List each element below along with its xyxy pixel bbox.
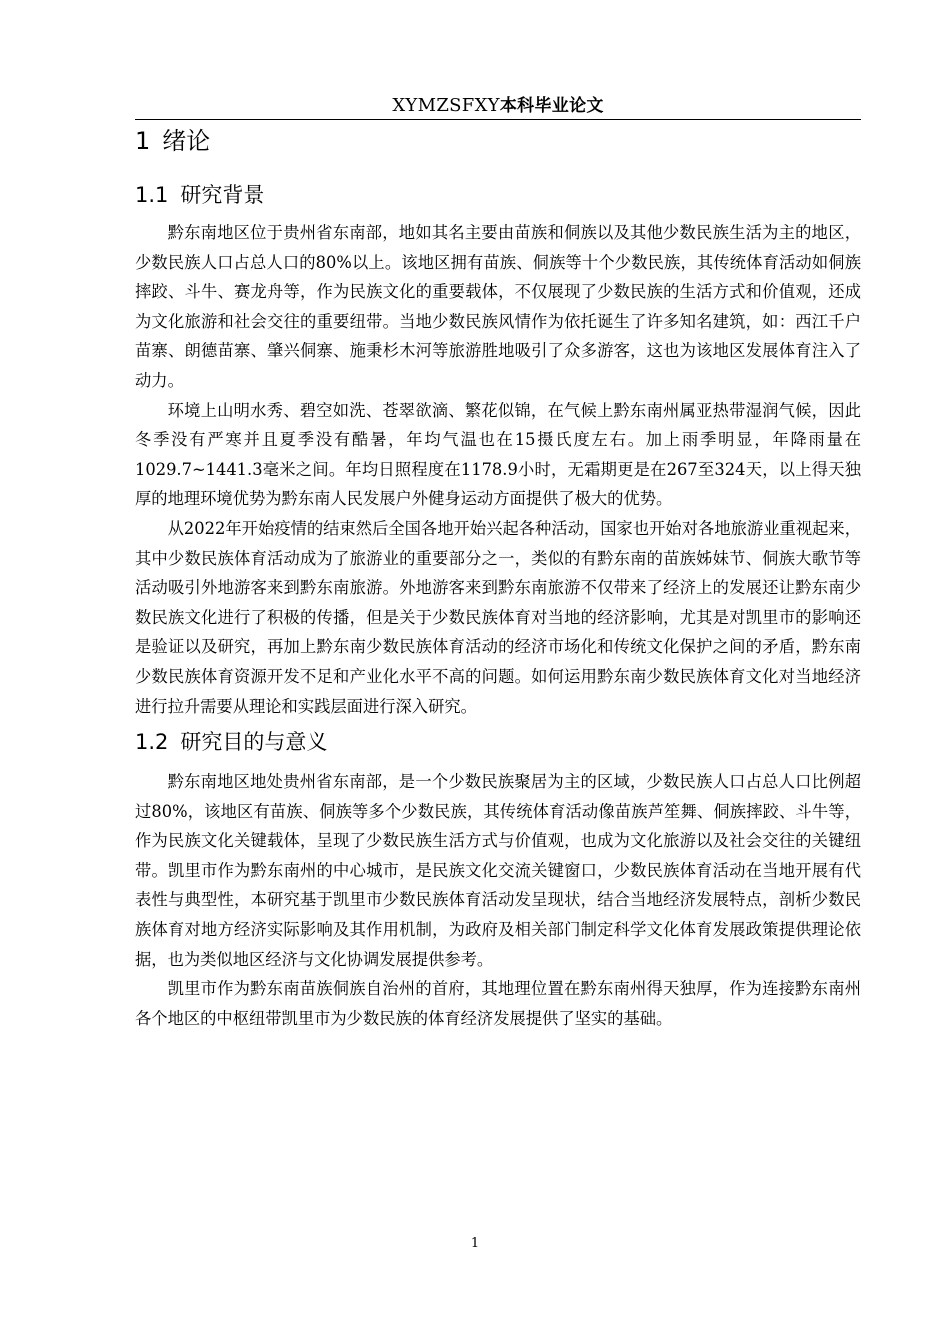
chapter-heading xyxy=(135,120,861,162)
paragraph: 黔东南地区地处贵州省东南部，是一个少数民族聚居为主的区域，少数民族人口占总人口比例超过80%，该地区有苗族、侗族等多个少数民族，其传统体育活动像苗族芦笙舞、侗族摔跤、斗牛等，作为民族文化关键载体，呈现了少数民族生活方式与价值观，也成为文化旅游以及社会交往的关键纽带。凯里市作为黔东南州的中心城市，是民族文化交流关键窗口，少数民族体育活动在当地开展有代表性与典型性，本研究基于凯里市少数民族体育活动发呈现状，结合当地经济发展特点，剖析少数民族体育对地方经济实际影响及其作用机制，为政府及相关部门制定科学文化体育发展政策提供理论依据，也为类似地区经济与文化协调发展提供参考。 xyxy=(135,772,861,969)
paragraph: 凯里市作为黔东南苗族侗族自治州的首府，其地理位置在黔东南州得天独厚，作为连接黔东南州各个地区的中枢纽带凯里市为少数民族的体育经济发展提供了坚实的基础。 xyxy=(135,979,861,1028)
section-number: 1.1 xyxy=(135,183,169,207)
chapter-title: 绪论 xyxy=(162,127,211,155)
paragraph: 从2022年开始疫情的结束然后全国各地开始兴起各种活动，国家也开始对各地旅游业重视起来，其中少数民族体育活动成为了旅游业的重要部分之一，类似的有黔东南的苗族姊妹节、侗族大歌节等活动吸引外地游客来到黔东南旅游。外地游客来到黔东南旅游不仅带来了经济上的发展还让黔东南少数民族文化进行了积极的传播，但是关于少数民族体育对当地的经济影响，尤其是对凯里市的影响还是验证以及研究，再加上黔东南少数民族体育活动的经济市场化和传统文化保护之间的矛盾，黔东南少数民族体育资源开发不足和产业化水平不高的问题。如何运用黔东南少数民族体育文化对当地经济进行拉升需要从理论和实践层面进行深入研究。 xyxy=(135,518,861,716)
section-number: 1.2 xyxy=(135,730,169,755)
paragraph: 环境上山明水秀、碧空如洗、苍翠欲滴、繁花似锦，在气候上黔东南州属亚热带湿润气候，因此冬季没有严寒并且夏季没有酷暑，年均气温也在15摄氏度左右。加上雨季明显，年降雨量在1029.7~1441.3毫米之间。年均日照程度在1178.9小时，无霜期更是在267至324天，以上得天独厚的地理环境优势为黔东南人民发展户外健身运动方面提供了极大的优势。 xyxy=(135,400,861,509)
section-heading-background xyxy=(135,180,861,210)
document-body xyxy=(135,120,861,1033)
chapter-number: 1 xyxy=(135,127,151,155)
running-header xyxy=(135,94,861,118)
section-heading-purpose xyxy=(135,727,861,757)
header-school-code: XYMZSFXY xyxy=(392,95,500,116)
section-title: 研究目的与意义 xyxy=(180,730,328,755)
section-body-purpose xyxy=(135,767,861,1033)
header-thesis-label: 本科毕业论文 xyxy=(499,96,604,116)
section-body-background xyxy=(135,218,861,721)
section-title: 研究背景 xyxy=(180,183,265,207)
page-number: 1 xyxy=(470,1236,480,1251)
paragraph: 黔东南地区位于贵州省东南部，地如其名主要由苗族和侗族以及其他少数民族生活为主的地区，少数民族人口占总人口的80%以上。该地区拥有苗族、侗族等十个少数民族，其传统体育活动如侗族摔跤、斗牛、赛龙舟等，作为民族文化的重要载体，不仅展现了少数民族的生活方式和价值观，还成为文化旅游和社会交往的重要纽带。当地少数民族风情作为依托诞生了许多知名建筑，如：西江千户苗寨、朗德苗寨、肇兴侗寨、施秉杉木河等旅游胜地吸引了众多游客，这也为该地区发展体育注入了动力。 xyxy=(135,223,861,390)
